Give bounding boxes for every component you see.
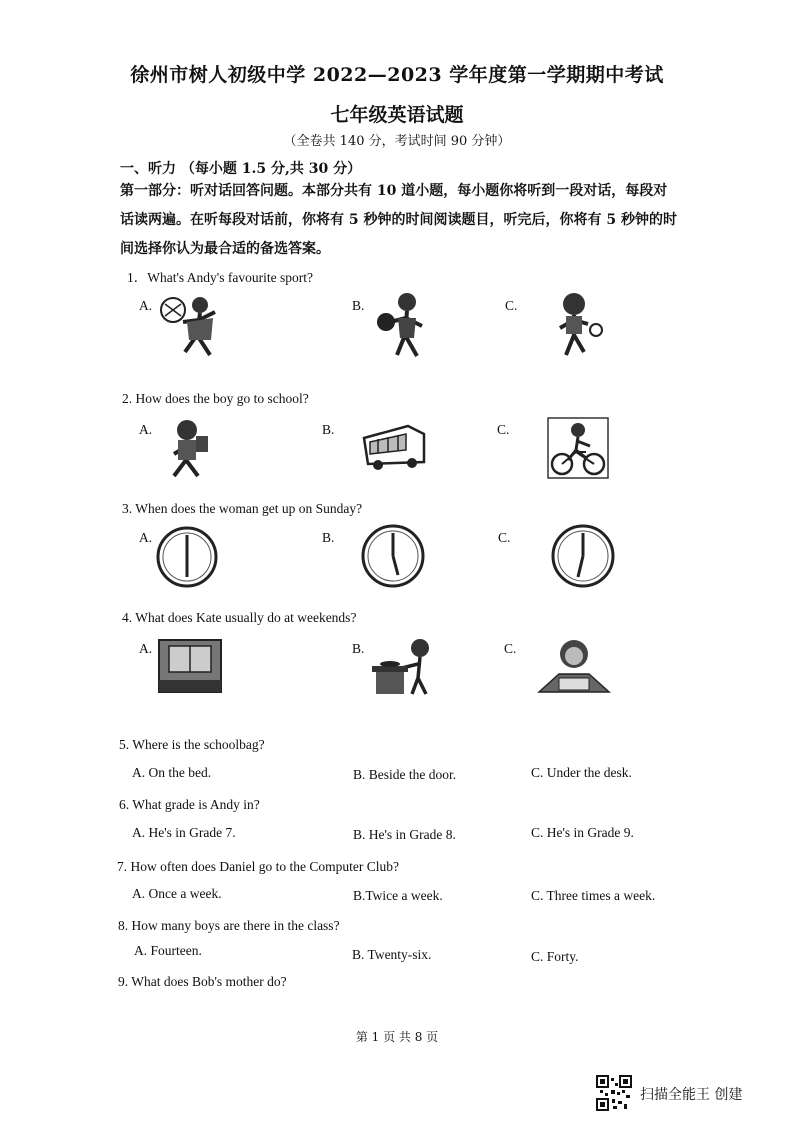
q5-option-a: A. On the bed. bbox=[132, 765, 212, 780]
q2-label-a: A. bbox=[139, 422, 153, 437]
question-1: 1．What's Andy's favourite sport? bbox=[127, 270, 313, 285]
q8-option-a: A. Fourteen. bbox=[134, 943, 202, 958]
exam-title: 徐州市树人初级中学 2022—2023 学年度第一学期期中考试 bbox=[130, 64, 664, 86]
boy-walking-icon bbox=[162, 418, 217, 480]
exam-subject-title: 七年级英语试题 bbox=[330, 104, 464, 126]
q3-label-b: B. bbox=[322, 530, 335, 545]
page-number: 第 1 页 共 8 页 bbox=[355, 1030, 439, 1044]
qr-code-icon bbox=[596, 1075, 632, 1111]
question-7: 7. How often does Daniel go to the Computer Club? bbox=[117, 859, 399, 874]
q3-label-a: A. bbox=[139, 530, 153, 545]
question-6: 6. What grade is Andy in? bbox=[119, 797, 260, 812]
section-instructions: 第一部分：听对话回答问题。本部分共有 10 道小题，每小题你将听到一段对话，每段对话读两遍。在听每段对话前，你将有 5 秒钟的时间阅读题目，听完后，你将有 5 秒钟的时间选择你认为最合适的备选答案。 bbox=[120, 183, 677, 257]
q4-label-b: B. bbox=[352, 641, 365, 656]
q7-option-a: A. Once a week. bbox=[132, 886, 222, 901]
bus-icon bbox=[360, 420, 428, 475]
boy-kicking-ball-icon bbox=[155, 290, 230, 360]
q4-label-c: C. bbox=[504, 641, 517, 656]
question-5: 5. Where is the schoolbag? bbox=[119, 737, 265, 752]
clock-icon bbox=[155, 525, 219, 589]
q5-option-c: C. Under the desk. bbox=[531, 765, 632, 780]
q7-option-c: C. Three times a week. bbox=[531, 888, 656, 903]
question-3: 3. When does the woman get up on Sunday? bbox=[122, 501, 363, 516]
q7-option-b: B.Twice a week. bbox=[353, 888, 443, 903]
question-2: 2. How does the boy go to school? bbox=[122, 391, 309, 406]
clock-icon bbox=[550, 523, 616, 589]
girl-playing-basketball-icon bbox=[372, 290, 432, 360]
q1-label-b: B. bbox=[352, 298, 365, 313]
girl-reading-icon bbox=[537, 636, 612, 696]
q2-label-b: B. bbox=[322, 422, 335, 437]
clock-icon bbox=[360, 523, 426, 589]
window-scene-icon bbox=[155, 636, 225, 696]
q8-option-c: C. Forty. bbox=[531, 949, 579, 964]
boy-riding-bike-icon bbox=[546, 416, 612, 482]
girl-cooking-icon bbox=[368, 636, 438, 698]
exam-info: （全卷共 140 分，考试时间 90 分钟） bbox=[283, 134, 511, 149]
q3-label-c: C. bbox=[498, 530, 511, 545]
q1-label-c: C. bbox=[505, 298, 518, 313]
boy-playing-football-icon bbox=[552, 290, 607, 360]
q6-option-b: B. He's in Grade 8. bbox=[353, 827, 456, 842]
q6-option-a: A. He's in Grade 7. bbox=[132, 825, 236, 840]
q8-option-b: B. Twenty-six. bbox=[352, 947, 432, 962]
question-4: 4. What does Kate usually do at weekends? bbox=[122, 610, 357, 625]
q1-label-a: A. bbox=[139, 298, 153, 313]
question-9: 9. What does Bob's mother do? bbox=[118, 974, 287, 989]
scanner-watermark: 扫描全能王 创建 bbox=[640, 1087, 743, 1103]
q2-label-c: C. bbox=[497, 422, 510, 437]
question-8: 8. How many boys are there in the class? bbox=[118, 918, 340, 933]
section-heading: 一、听力 （每小题 1.5 分,共 30 分） bbox=[120, 161, 362, 177]
q6-option-c: C. He's in Grade 9. bbox=[531, 825, 634, 840]
q4-label-a: A. bbox=[139, 641, 153, 656]
q5-option-b: B. Beside the door. bbox=[353, 767, 457, 782]
